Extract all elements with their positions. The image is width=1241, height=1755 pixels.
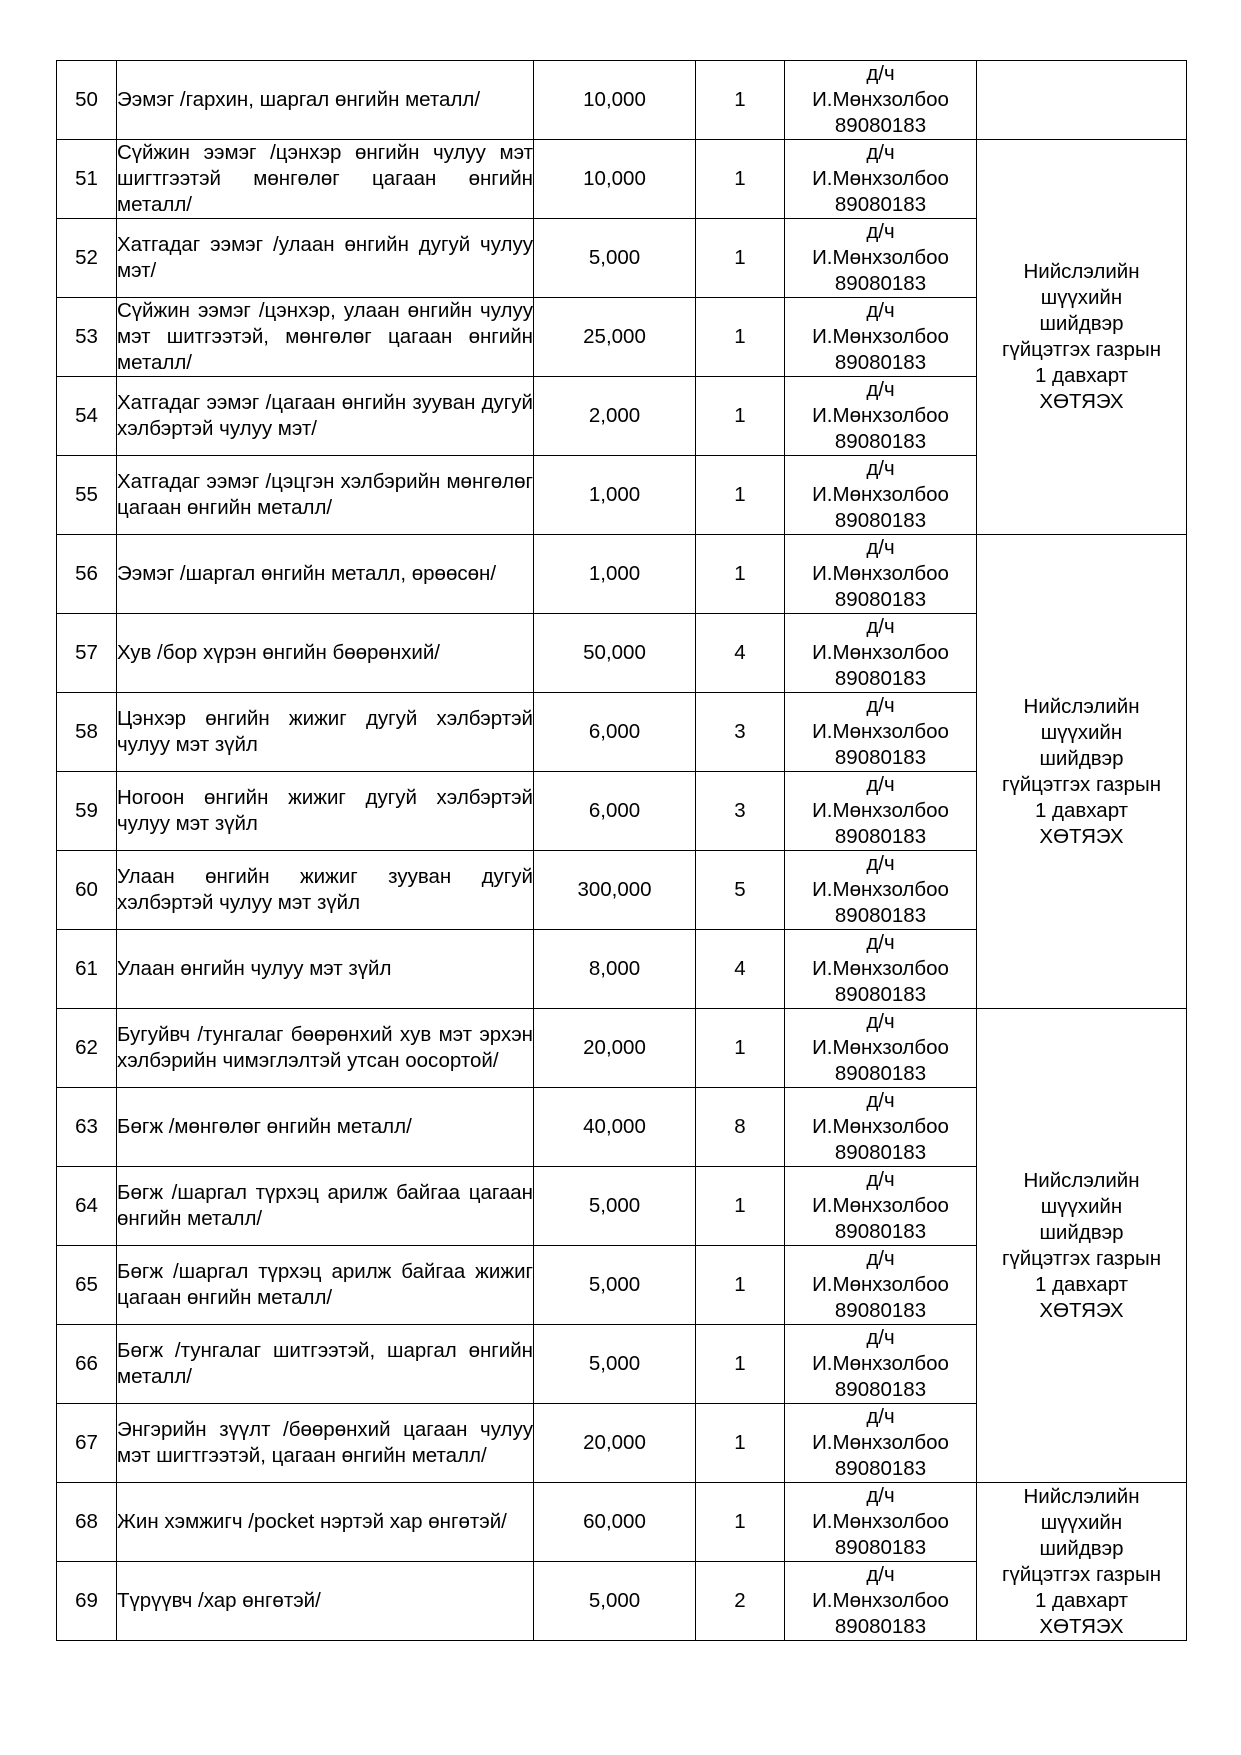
location-line: ХӨТЯЭХ xyxy=(1039,1614,1124,1638)
item-description: Ээмэг /гархин, шаргал өнгийн металл/ xyxy=(117,61,534,140)
item-price: 10,000 xyxy=(534,140,696,219)
item-price: 20,000 xyxy=(534,1009,696,1088)
contact-line: д/ч xyxy=(866,378,895,401)
item-description: Улаан өнгийн жижиг зууван дугуй хэлбэртэй чулуу мэт зүйл xyxy=(117,851,534,930)
contact-line: 89080183 xyxy=(834,509,927,532)
contact-line: И.Мөнхзолбоо xyxy=(812,1510,949,1533)
item-quantity: 2 xyxy=(696,1562,785,1641)
item-quantity: 8 xyxy=(696,1088,785,1167)
item-quantity: 1 xyxy=(696,377,785,456)
item-price: 40,000 xyxy=(534,1088,696,1167)
location-line: шүүхийн xyxy=(1040,1510,1123,1534)
contact-line: д/ч xyxy=(866,1563,895,1586)
contact-line: д/ч xyxy=(866,694,895,717)
contact-line: 89080183 xyxy=(834,1220,927,1243)
item-price: 8,000 xyxy=(534,930,696,1009)
location-line: шийдвэр xyxy=(1039,746,1124,770)
item-description: Бөгж /шаргал түрхэц арилж байгаа жижиг цагаан өнгийн металл/ xyxy=(117,1246,534,1325)
contact-cell xyxy=(785,930,977,1009)
contact-line: д/ч xyxy=(866,615,895,638)
row-number: 65 xyxy=(57,1246,117,1325)
location-line: Нийслэлийн xyxy=(1023,694,1140,718)
location-cell xyxy=(977,140,1187,535)
item-price: 300,000 xyxy=(534,851,696,930)
contact-line: д/ч xyxy=(866,1010,895,1033)
contact-line: 89080183 xyxy=(834,1536,927,1559)
row-number: 62 xyxy=(57,1009,117,1088)
contact-line: И.Мөнхзолбоо xyxy=(812,1273,949,1296)
contact-line: 89080183 xyxy=(834,1615,927,1638)
item-price: 20,000 xyxy=(534,1404,696,1483)
location-line: ХӨТЯЭХ xyxy=(1039,1298,1124,1322)
row-number: 54 xyxy=(57,377,117,456)
contact-line: И.Мөнхзолбоо xyxy=(812,799,949,822)
location-line: шийдвэр xyxy=(1039,1220,1124,1244)
item-quantity: 5 xyxy=(696,851,785,930)
contact-line: д/ч xyxy=(866,62,895,85)
contact-cell xyxy=(785,1562,977,1641)
contact-cell xyxy=(785,1009,977,1088)
item-description: Ээмэг /шаргал өнгийн металл, өрөөсөн/ xyxy=(117,535,534,614)
item-price: 10,000 xyxy=(534,61,696,140)
item-description: Бугуйвч /тунгалаг бөөрөнхий хув мэт эрхэн хэлбэрийн чимэглэлтэй утсан оосортой/ xyxy=(117,1009,534,1088)
contact-line: И.Мөнхзолбоо xyxy=(812,957,949,980)
table-row xyxy=(57,61,1187,140)
contact-line: 89080183 xyxy=(834,825,927,848)
contact-cell xyxy=(785,377,977,456)
location-line: гүйцэтгэх газрын xyxy=(1001,1246,1162,1270)
contact-line: 89080183 xyxy=(834,430,927,453)
item-description: Сүйжин ээмэг /цэнхэр өнгийн чулуу мэт шигтгээтэй мөнгөлөг цагаан өнгийн металл/ xyxy=(117,140,534,219)
table-row xyxy=(57,1483,1187,1562)
item-quantity: 1 xyxy=(696,1167,785,1246)
contact-line: 89080183 xyxy=(834,1141,927,1164)
items-table xyxy=(56,60,1187,1641)
contact-line: д/ч xyxy=(866,299,895,322)
location-line: 1 давхарт xyxy=(1034,364,1129,387)
item-description: Улаан өнгийн чулуу мэт зүйл xyxy=(117,930,534,1009)
item-description: Сүйжин ээмэг /цэнхэр, улаан өнгийн чулуу мэт шитгээтэй, мөнгөлөг цагаан өнгийн металл/ xyxy=(117,298,534,377)
location-line: гүйцэтгэх газрын xyxy=(1001,772,1162,796)
location-line: 1 давхарт xyxy=(1034,798,1129,822)
row-number: 66 xyxy=(57,1325,117,1404)
contact-line: 89080183 xyxy=(834,904,927,927)
item-quantity: 4 xyxy=(696,930,785,1009)
contact-line: И.Мөнхзолбоо xyxy=(812,1194,949,1217)
contact-line: И.Мөнхзолбоо xyxy=(812,720,949,743)
contact-line: 89080183 xyxy=(834,667,927,690)
contact-line: И.Мөнхзолбоо xyxy=(812,246,949,269)
item-quantity: 3 xyxy=(696,772,785,851)
contact-line: 89080183 xyxy=(834,351,927,374)
row-number: 58 xyxy=(57,693,117,772)
row-number: 67 xyxy=(57,1404,117,1483)
table-row xyxy=(57,140,1187,219)
row-number: 60 xyxy=(57,851,117,930)
contact-line: д/ч xyxy=(866,457,895,480)
location-cell xyxy=(977,535,1187,1009)
contact-cell xyxy=(785,693,977,772)
contact-line: И.Мөнхзолбоо xyxy=(812,404,949,427)
item-quantity: 1 xyxy=(696,219,785,298)
item-quantity: 1 xyxy=(696,1404,785,1483)
contact-line: д/ч xyxy=(866,773,895,796)
contact-line: И.Мөнхзолбоо xyxy=(812,1115,949,1138)
contact-cell xyxy=(785,1404,977,1483)
location-line: шийдвэр xyxy=(1039,312,1124,335)
location-line: Нийслэлийн xyxy=(1023,1484,1140,1508)
item-price: 5,000 xyxy=(534,1167,696,1246)
item-price: 60,000 xyxy=(534,1483,696,1562)
item-price: 50,000 xyxy=(534,614,696,693)
contact-line: 89080183 xyxy=(834,588,927,611)
location-cell xyxy=(977,61,1187,140)
row-number: 52 xyxy=(57,219,117,298)
item-price: 1,000 xyxy=(534,535,696,614)
contact-line: д/ч xyxy=(866,931,895,954)
location-line: шийдвэр xyxy=(1039,1536,1124,1560)
location-line: ХӨТЯЭХ xyxy=(1039,824,1124,848)
contact-line: д/ч xyxy=(866,1326,895,1349)
row-number: 50 xyxy=(57,61,117,140)
contact-cell xyxy=(785,140,977,219)
items-table-body xyxy=(57,61,1187,1641)
item-quantity: 1 xyxy=(696,298,785,377)
item-description: Цэнхэр өнгийн жижиг дугуй хэлбэртэй чулуу мэт зүйл xyxy=(117,693,534,772)
contact-cell xyxy=(785,614,977,693)
contact-line: И.Мөнхзолбоо xyxy=(812,562,949,585)
contact-line: 89080183 xyxy=(834,1378,927,1401)
item-price: 25,000 xyxy=(534,298,696,377)
contact-line: 89080183 xyxy=(834,983,927,1006)
item-description: Бөгж /шаргал түрхэц арилж байгаа цагаан өнгийн металл/ xyxy=(117,1167,534,1246)
contact-line: И.Мөнхзолбоо xyxy=(812,878,949,901)
contact-line: д/ч xyxy=(866,220,895,243)
contact-line: И.Мөнхзолбоо xyxy=(812,483,949,506)
row-number: 53 xyxy=(57,298,117,377)
contact-cell xyxy=(785,1483,977,1562)
item-description: Хатгадаг ээмэг /улаан өнгийн дугуй чулуу мэт/ xyxy=(117,219,534,298)
contact-cell xyxy=(785,1325,977,1404)
location-line: шүүхийн xyxy=(1040,286,1123,309)
item-price: 5,000 xyxy=(534,1325,696,1404)
contact-cell xyxy=(785,1167,977,1246)
item-description: Энгэрийн зүүлт /бөөрөнхий цагаан чулуу мэт шигтгээтэй, цагаан өнгийн металл/ xyxy=(117,1404,534,1483)
contact-line: И.Мөнхзолбоо xyxy=(812,167,949,190)
row-number: 55 xyxy=(57,456,117,535)
contact-line: 89080183 xyxy=(834,114,927,137)
contact-line: д/ч xyxy=(866,1089,895,1112)
contact-line: И.Мөнхзолбоо xyxy=(812,1431,949,1454)
contact-cell xyxy=(785,298,977,377)
item-price: 5,000 xyxy=(534,219,696,298)
contact-line: И.Мөнхзолбоо xyxy=(812,1589,949,1612)
item-description: Ногоон өнгийн жижиг дугуй хэлбэртэй чулуу мэт зүйл xyxy=(117,772,534,851)
row-number: 69 xyxy=(57,1562,117,1641)
contact-cell xyxy=(785,1088,977,1167)
item-description: Хатгадаг ээмэг /цэцгэн хэлбэрийн мөнгөлөг цагаан өнгийн металл/ xyxy=(117,456,534,535)
row-number: 61 xyxy=(57,930,117,1009)
contact-line: 89080183 xyxy=(834,1299,927,1322)
item-description: Хатгадаг ээмэг /цагаан өнгийн зууван дугуй хэлбэртэй чулуу мэт/ xyxy=(117,377,534,456)
item-quantity: 1 xyxy=(696,1483,785,1562)
location-line: шүүхийн xyxy=(1040,720,1123,744)
item-quantity: 1 xyxy=(696,535,785,614)
item-description: Түрүүвч /хар өнгөтэй/ xyxy=(117,1562,534,1641)
table-row xyxy=(57,1009,1187,1088)
contact-line: И.Мөнхзолбоо xyxy=(812,88,949,111)
location-line: 1 давхарт xyxy=(1034,1588,1129,1612)
location-line: гүйцэтгэх газрын xyxy=(1001,338,1162,361)
contact-line: И.Мөнхзолбоо xyxy=(812,641,949,664)
row-number: 68 xyxy=(57,1483,117,1562)
item-quantity: 1 xyxy=(696,61,785,140)
contact-cell xyxy=(785,456,977,535)
contact-line: И.Мөнхзолбоо xyxy=(812,1352,949,1375)
location-line: ХӨТЯЭХ xyxy=(1039,390,1124,413)
contact-line: д/ч xyxy=(866,1168,895,1191)
table-row xyxy=(57,535,1187,614)
location-cell xyxy=(977,1483,1187,1641)
item-quantity: 3 xyxy=(696,693,785,772)
item-price: 5,000 xyxy=(534,1246,696,1325)
item-quantity: 1 xyxy=(696,1325,785,1404)
contact-line: 89080183 xyxy=(834,1062,927,1085)
contact-line: д/ч xyxy=(866,536,895,559)
location-cell xyxy=(977,1009,1187,1483)
contact-line: И.Мөнхзолбоо xyxy=(812,325,949,348)
item-quantity: 1 xyxy=(696,1246,785,1325)
item-description: Жин хэмжигч /pocket нэртэй хар өнгөтэй/ xyxy=(117,1483,534,1562)
item-quantity: 1 xyxy=(696,456,785,535)
item-price: 1,000 xyxy=(534,456,696,535)
item-price: 2,000 xyxy=(534,377,696,456)
contact-line: д/ч xyxy=(866,852,895,875)
item-price: 5,000 xyxy=(534,1562,696,1641)
contact-cell xyxy=(785,1246,977,1325)
item-quantity: 1 xyxy=(696,140,785,219)
contact-line: 89080183 xyxy=(834,272,927,295)
item-price: 6,000 xyxy=(534,693,696,772)
contact-cell xyxy=(785,535,977,614)
item-description: Бөгж /мөнгөлөг өнгийн металл/ xyxy=(117,1088,534,1167)
row-number: 59 xyxy=(57,772,117,851)
row-number: 57 xyxy=(57,614,117,693)
contact-cell xyxy=(785,61,977,140)
item-description: Хув /бор хүрэн өнгийн бөөрөнхий/ xyxy=(117,614,534,693)
row-number: 64 xyxy=(57,1167,117,1246)
contact-line: 89080183 xyxy=(834,746,927,769)
location-line: гүйцэтгэх газрын xyxy=(1001,1562,1162,1586)
item-price: 6,000 xyxy=(534,772,696,851)
contact-cell xyxy=(785,851,977,930)
location-line: шүүхийн xyxy=(1040,1194,1123,1218)
contact-line: И.Мөнхзолбоо xyxy=(812,1036,949,1059)
contact-cell xyxy=(785,772,977,851)
contact-cell xyxy=(785,219,977,298)
row-number: 56 xyxy=(57,535,117,614)
item-description: Бөгж /тунгалаг шитгээтэй, шаргал өнгийн металл/ xyxy=(117,1325,534,1404)
contact-line: д/ч xyxy=(866,1247,895,1270)
row-number: 51 xyxy=(57,140,117,219)
row-number: 63 xyxy=(57,1088,117,1167)
contact-line: 89080183 xyxy=(834,1457,927,1480)
contact-line: д/ч xyxy=(866,1484,895,1507)
contact-line: д/ч xyxy=(866,141,895,164)
location-line: 1 давхарт xyxy=(1034,1272,1129,1296)
location-line: Нийслэлийн xyxy=(1023,1168,1140,1192)
location-line: Нийслэлийн xyxy=(1023,260,1140,283)
item-quantity: 4 xyxy=(696,614,785,693)
item-quantity: 1 xyxy=(696,1009,785,1088)
contact-line: д/ч xyxy=(866,1405,895,1428)
contact-line: 89080183 xyxy=(834,193,927,216)
